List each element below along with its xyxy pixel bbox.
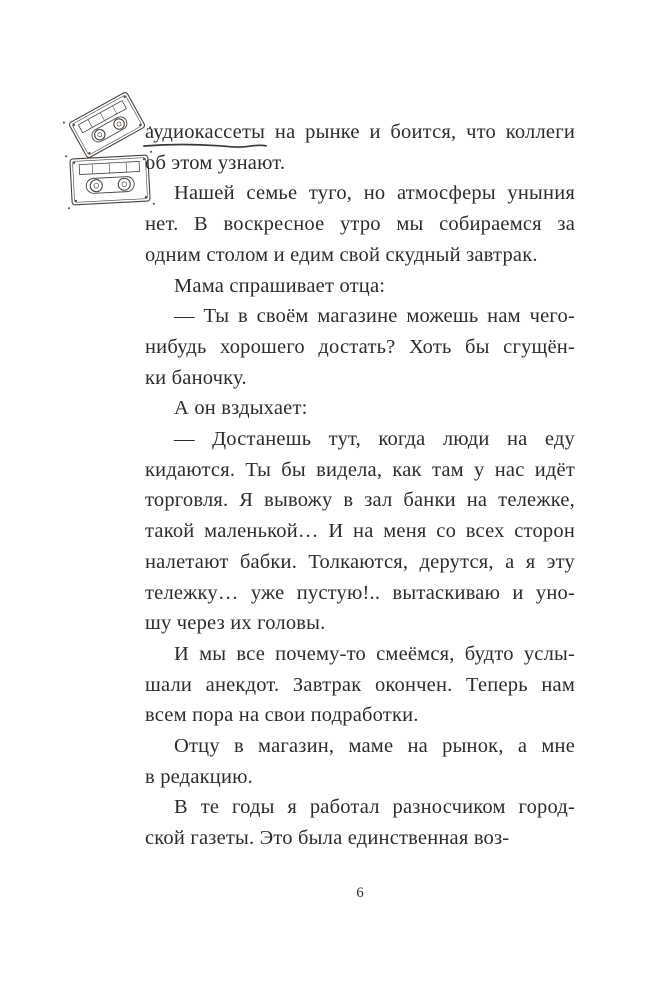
text-line: В те годы я работал разносчиком город- xyxy=(174,796,575,819)
paragraph xyxy=(145,424,575,639)
text-line: Нашей семье туго, но атмосферы уныния xyxy=(174,182,575,205)
paragraph xyxy=(145,792,575,853)
text-line: нет. В воскресное утро мы собираемся за xyxy=(145,213,575,236)
text-line: нибудь хорошего достать? Хоть бы сгущён- xyxy=(145,335,575,358)
audio-cassette-icon xyxy=(63,88,152,164)
text-line: одним столом и едим свой скудный завтрак. xyxy=(145,243,538,266)
text-line: торговля. Я вывожу в зал банки на тележке, xyxy=(145,489,575,512)
page-number: 6 xyxy=(356,885,364,901)
paragraph xyxy=(145,731,575,792)
text-line: — Ты в своём магазине можешь нам чего- xyxy=(174,305,575,328)
paragraph xyxy=(145,117,575,178)
text-line: шу через их головы. xyxy=(145,612,326,635)
text-line: всем пора на свои подработки. xyxy=(145,704,419,727)
paragraph xyxy=(145,271,575,302)
text-line: И мы все почему-то смеёмся, будто услы- xyxy=(174,642,575,665)
text-line: шали анекдот. Завтрак окончен. Теперь нам xyxy=(145,673,575,696)
paragraph xyxy=(145,178,575,270)
text-line: аудиокассеты на рынке и боится, что коллеги xyxy=(145,117,575,148)
text-line: ки баночку. xyxy=(145,366,247,389)
text-line: налетают бабки. Толкаются, дерутся, а я эту xyxy=(145,550,575,573)
text-line: об этом узнают. xyxy=(145,151,286,174)
paragraph xyxy=(145,393,575,424)
paragraph xyxy=(145,301,575,393)
paragraph xyxy=(145,639,575,731)
text-line: тележку… уже пустую!.. вытаскиваю и уно- xyxy=(145,581,575,604)
text-line: в редакцию. xyxy=(145,765,253,788)
text-line: Отцу в магазин, маме на рынок, а мне xyxy=(174,735,575,758)
text-line: ской газеты. Это была единственная воз- xyxy=(145,827,510,850)
text-line: А он вздыхает: xyxy=(174,397,308,420)
text-line: — Достанешь тут, когда люди на еду xyxy=(174,428,575,451)
text-line: кидаются. Ты бы видела, как там у нас идёт xyxy=(145,458,575,481)
text-line: Мама спрашивает отца: xyxy=(174,274,386,297)
page-text xyxy=(145,117,575,854)
underlined-word: аудиокассеты xyxy=(145,121,265,143)
text-line: такой маленькой… И на меня со всех сторон xyxy=(145,520,575,543)
audio-cassette-icon xyxy=(65,151,155,209)
